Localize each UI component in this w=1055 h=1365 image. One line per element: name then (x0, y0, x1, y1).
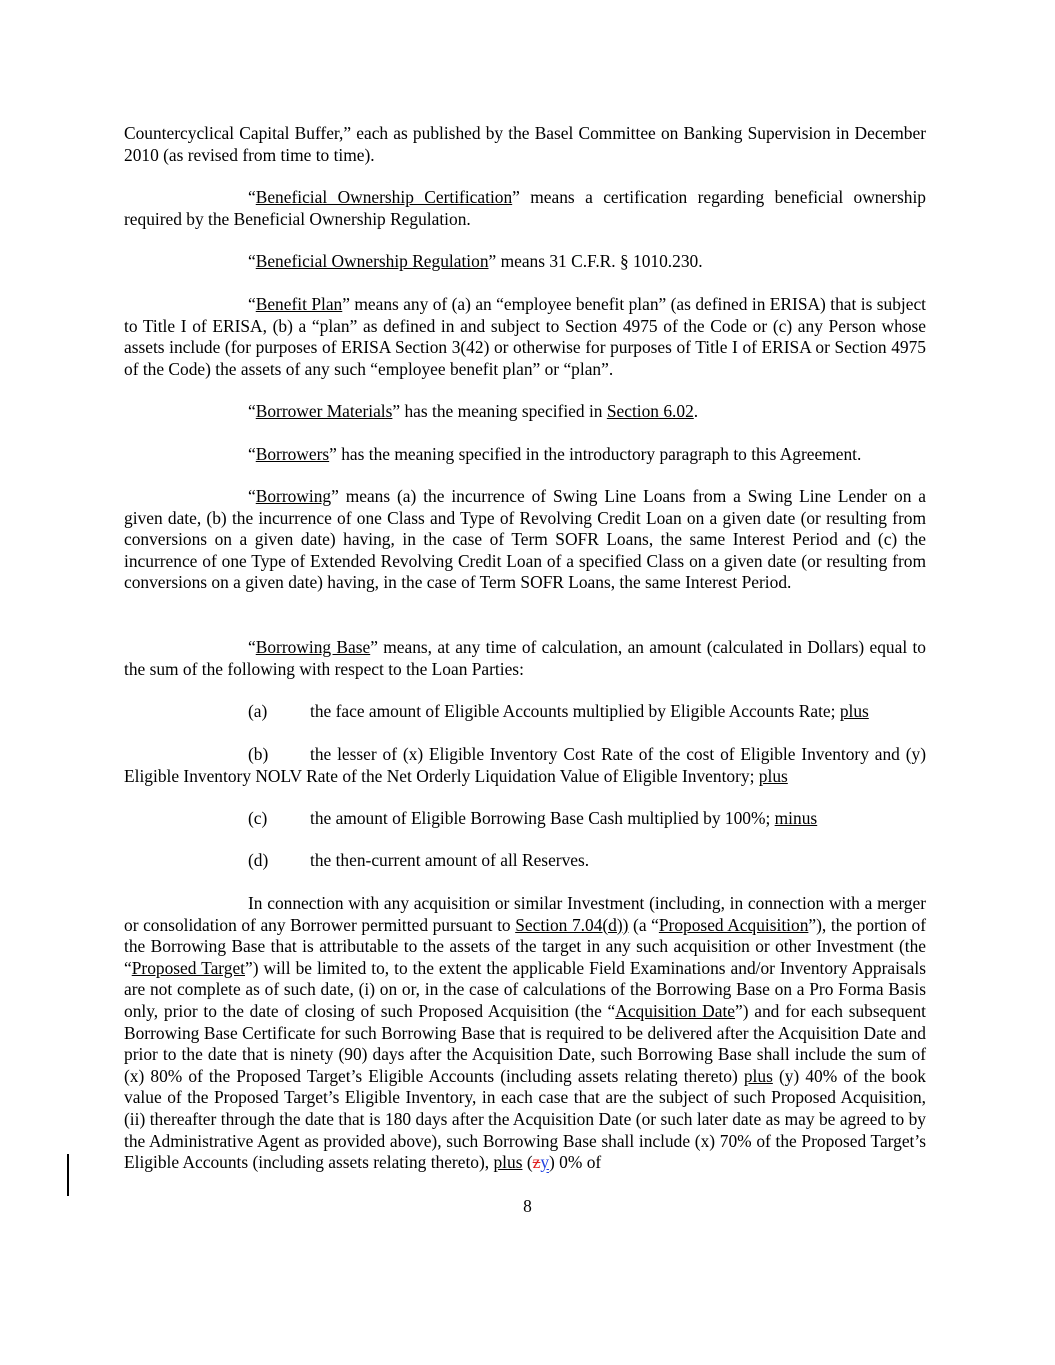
text-run: (y) 40% of the book value of the Proposed Target’s Eligible Inventory, in each case that are the subject of such Proposed Acquisition, (ii) thereafter through the date that is 180 days after the Acquisition Date (or such later date as may be agreed to by the Administrative Agent as provided above), such Borrowing Base shall include (x) 70% of the Proposed Target’s Eligible Accounts (including assets relating thereto), (124, 1065, 926, 1173)
def-benefit-plan (124, 294, 926, 380)
defined-term: Benefit Plan (255, 294, 343, 314)
defined-term: minus (774, 808, 818, 828)
def-borrower-materials (124, 401, 926, 423)
item-label: (c) (248, 808, 268, 828)
text-run: ” means, at any time of calculation, an amount (calculated in Dollars) equal to the sum of the following with respect to the Loan Parties: (124, 637, 926, 679)
change-bar (67, 1154, 69, 1196)
defined-term: Acquisition Date (615, 1000, 735, 1021)
text-run: ”), the portion of the Borrowing Base that is attributable to the assets of the target in any such acquisition or other Investment (the “ (124, 914, 926, 978)
text-run: ( (522, 1152, 533, 1173)
text-run: ) 0% of (549, 1152, 602, 1173)
text-run: “ (248, 444, 256, 464)
text-run: “ (248, 401, 256, 421)
def-borrowers (124, 444, 926, 466)
defined-term: Proposed Acquisition (658, 914, 809, 935)
item-label: (b) (248, 744, 269, 764)
defined-term: Borrowers (255, 444, 330, 464)
text-run: In connection with any acquisition or similar Investment (including, in connection with a merger or consolidation of any Borrower permitted pursuant to (124, 893, 926, 935)
text-run: the face amount of Eligible Accounts multiplied by Eligible Accounts Rate; (310, 701, 840, 721)
p-acquisition (124, 893, 926, 1174)
redline-insertion: y (540, 1152, 550, 1173)
defined-term: Proposed Target (131, 957, 246, 978)
defined-term: plus (743, 1065, 773, 1086)
item-d (124, 850, 926, 872)
text-run: ”) and for each subsequent Borrowing Base Certificate for such Borrowing Base that is required to be delivered after the Acquisition Date and prior to the date that is ninety (90) days after the Acquisition Date, such Borrowing Base shall include the sum of (x) 80% of the Proposed Target’s Eligible Accounts (including assets relating thereto) (124, 1000, 926, 1086)
defined-term: plus (839, 701, 869, 721)
item-label: (d) (248, 850, 269, 870)
defined-term: Section 7.04(d)) (515, 914, 629, 935)
def-borrowing (124, 486, 926, 594)
defined-term: Beneficial Ownership Certification (255, 187, 513, 207)
text-run: the amount of Eligible Borrowing Base Cash multiplied by 100%; (310, 808, 775, 828)
text-run: (a “ (628, 914, 659, 935)
text-run: ” means any of (a) an “employee benefit plan” (as defined in ERISA) that is subject to Title I of ERISA, (b) a “plan” as defined in and subject to Section 4975 of the Code or (c) any Person whose assets include (for purposes of ERISA Section 3(42) or otherwise for purposes of Title I of ERISA or Section 4975 of the Code) the assets of any such “employee benefit plan” or “plan”. (124, 294, 927, 379)
text-run: ” has the meaning specified in the introductory paragraph to this Agreement. (329, 444, 862, 464)
text-run: “ (248, 486, 256, 506)
text-run: ” means a certification regarding beneficial ownership required by the Beneficial Ownership Regulation. (124, 187, 926, 229)
defined-term: Beneficial Ownership Regulation (255, 251, 489, 271)
text-run: “ (248, 294, 256, 314)
text-run: ” means 31 C.F.R. § 1010.230. (488, 251, 703, 271)
text-run: ” means (a) the incurrence of Swing Line Loans from a Swing Line Lender on a given date, (b) the incurrence of one Class and Type of Revolving Credit Loan on a given date (or resulting from conversions on a given date) having, in the case of Term SOFR Loans, the same Interest Period and (c) the incurrence of one Type of Extended Revolving Credit Loan of a specified Class on a given date (or resulting from conversions on a given date) having, in the case of Term SOFR Loans, the same Interest Period. (124, 486, 926, 593)
defined-term: Borrowing Base (255, 637, 371, 657)
defined-term: Borrowing (255, 486, 332, 506)
p-capital-buffer (124, 123, 926, 166)
defined-term: plus (758, 765, 788, 786)
defined-term: Section 6.02 (606, 401, 694, 421)
text-run: the lesser of (x) Eligible Inventory Cost Rate of the cost of Eligible Inventory and (y) Eligible Inventory NOLV Rate of the Net Orderly Liquidation Value of Eligible Inventory; (124, 744, 926, 786)
redline-deletion: z (532, 1152, 541, 1173)
text-run: “ (248, 251, 256, 271)
def-beneficial-ownership-regulation (124, 251, 926, 273)
item-a (124, 701, 926, 723)
text-run: . (693, 401, 699, 421)
page-number: 8 (523, 1196, 532, 1216)
text-run: “ (248, 187, 256, 207)
def-beneficial-ownership-certification (124, 187, 926, 230)
text-run: “ (248, 637, 256, 657)
defined-term: Borrower Materials (255, 401, 393, 421)
item-b (124, 744, 926, 787)
text-run: ”) will be limited to, to the extent the applicable Field Examinations and/or Inventory Appraisals are not complete as of such date, (i) on or, in the case of calculations of the Borrowing Base on a Pro Forma Basis only, prior to the date of closing of such Proposed Acquisition (the “ (124, 957, 926, 1021)
text-run: Countercyclical Capital Buffer,” each as published by the Basel Committee on Banking Supervision in December 2010 (as revised from time to time). (124, 123, 926, 165)
text-run: ” has the meaning specified in (392, 401, 607, 421)
defined-term: plus (493, 1152, 523, 1173)
text-run: the then-current amount of all Reserves. (310, 850, 590, 870)
item-c (124, 808, 926, 830)
def-borrowing-base (124, 637, 926, 680)
item-label: (a) (248, 701, 268, 721)
